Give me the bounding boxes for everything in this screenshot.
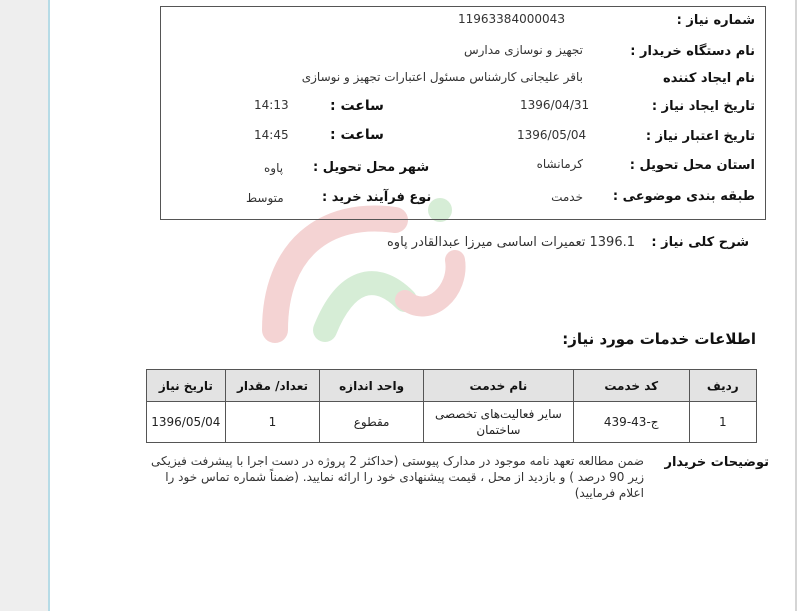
created-time-value: 14:13 — [254, 98, 289, 112]
city-value: پاوه — [264, 161, 284, 175]
col-unit: واحد اندازه — [320, 370, 424, 402]
buyer-notes-label: توضیحات خریدار — [664, 455, 769, 470]
service-name-cell: سایر فعالیت‌های تخصصی ساختمان — [423, 402, 573, 443]
created-date-label: تاریخ ایجاد نیاز : — [651, 99, 755, 114]
process-value: متوسط — [246, 191, 284, 205]
row-number-cell: 1 — [689, 402, 756, 443]
need-number-label: شماره نیاز : — [676, 13, 755, 28]
left-panel — [0, 0, 48, 611]
unit-cell: مقطوع — [320, 402, 424, 443]
buyer-notes-text: ضمن مطالعه تعهد نامه موجود در مدارک پیوستی (حداکثر 2 پروژه در دست اجرا با پیشرفت فیزیکی زیر 90 درصد ) و بازدید از محل ، قیمت پیشنهادی خود را ارائه نمایید. (ضمناً شماره تماس خود را اعلام فرمایید) — [150, 454, 644, 500]
created-time-label: ساعت : — [330, 98, 384, 114]
creator-label: نام ایجاد کننده — [663, 71, 755, 86]
col-row-number: ردیف — [689, 370, 756, 402]
created-date-value: 1396/04/31 — [520, 98, 590, 112]
col-service-code: کد خدمت — [573, 370, 689, 402]
validity-time-value: 14:45 — [254, 128, 289, 142]
services-header-row — [147, 370, 757, 402]
buyer-value: تجهیز و نوسازی مدارس — [463, 43, 583, 57]
summary-text: 1396.1 تعمیرات اساسی میرزا عبدالقادر پاوه — [386, 235, 635, 250]
left-divider — [48, 0, 50, 611]
col-quantity: تعداد/ مقدار — [225, 370, 320, 402]
category-label: طبقه بندی موضوعی : — [612, 189, 755, 204]
need-date-cell: 1396/05/04 — [147, 402, 226, 443]
service-code-cell: ج-43-439 — [573, 402, 689, 443]
category-value: خدمت — [551, 190, 583, 204]
province-value: کرمانشاه — [536, 157, 583, 171]
summary-label: شرح کلی نیاز : — [651, 235, 749, 250]
quantity-cell: 1 — [225, 402, 320, 443]
table-row — [147, 402, 757, 443]
creator-value: باقر علیجانی کارشناس مسئول اعتبارات تجهیز و نوسازی — [301, 70, 583, 84]
validity-time-label: ساعت : — [330, 127, 384, 143]
validity-date-value: 1396/05/04 — [517, 128, 587, 142]
right-divider — [795, 0, 797, 611]
col-need-date: تاریخ نیاز — [147, 370, 226, 402]
col-service-name: نام خدمت — [423, 370, 573, 402]
services-table — [146, 369, 757, 443]
process-label: نوع فرآیند خرید : — [322, 190, 432, 205]
services-section-title: اطلاعات خدمات مورد نیاز: — [562, 330, 756, 348]
need-number-value: 1196338400004З — [458, 12, 565, 26]
province-label: استان محل تحویل : — [629, 158, 755, 173]
buyer-label: نام دستگاه خریدار : — [630, 44, 755, 59]
validity-date-label: تاریخ اعتبار نیاز : — [645, 129, 755, 144]
city-label: شهر محل تحویل : — [313, 160, 430, 175]
